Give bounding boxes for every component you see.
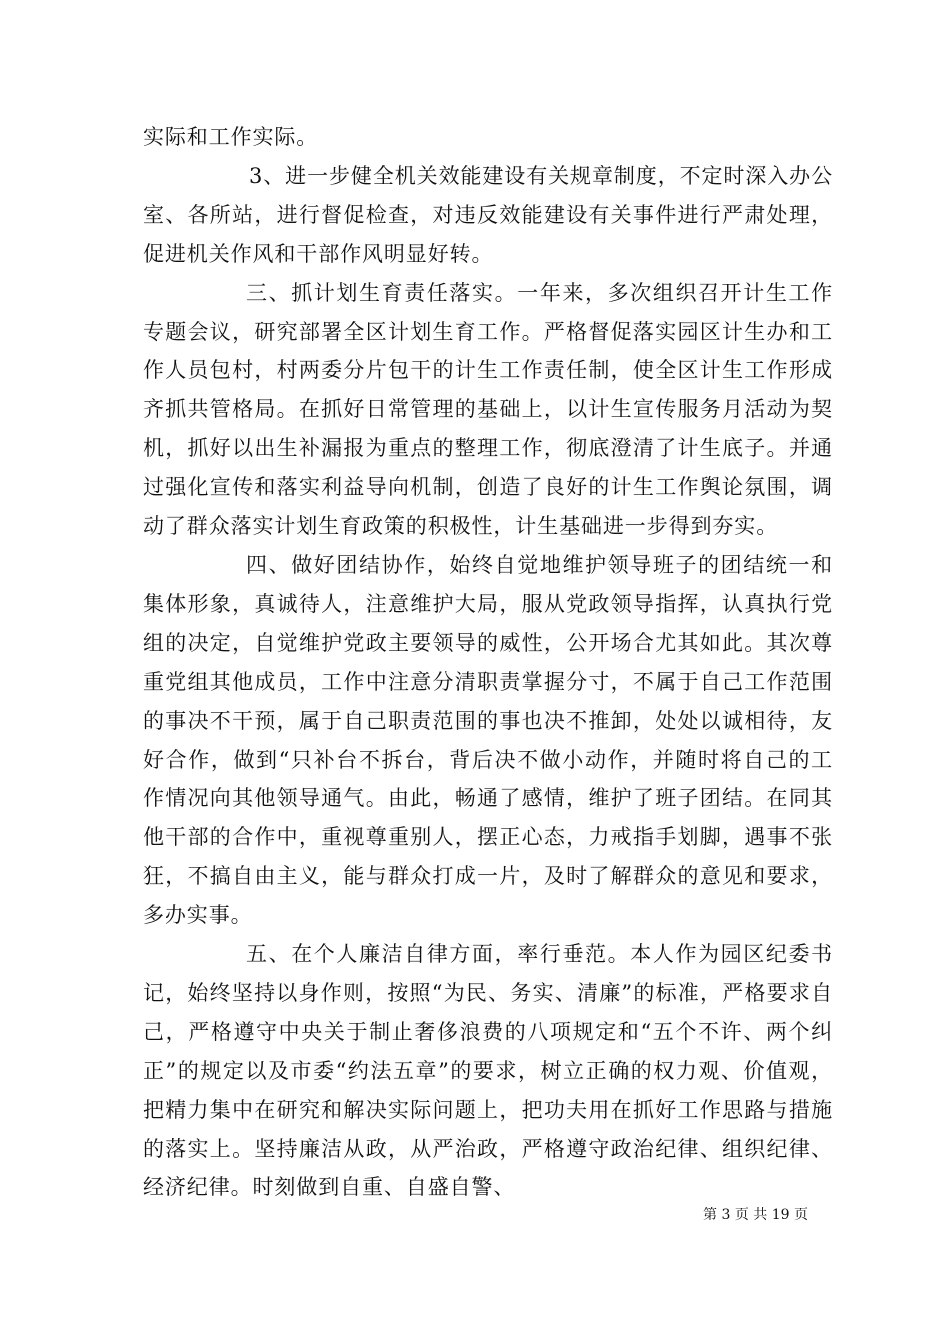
document-body	[143, 118, 833, 1207]
paragraph-item-3: 3、进一步健全机关效能建设有关规章制度，不定时深入办公室、各所站，进行督促检查，对违反效能建设有关事件进行严肃处理，促进机关作风和干部作风明显好转。	[143, 163, 833, 266]
paragraph-continuation: 实际和工作实际。	[143, 125, 319, 149]
paragraph-section-3: 三、抓计划生育责任落实。一年来，多次组织召开计生工作专题会议，研究部署全区计划生育工作。严格督促落实园区计生办和工作人员包村，村两委分片包干的计生工作责任制，使全区计生工作形成齐抓共管格局。在抓好日常管理的基础上，以计生宣传服务月活动为契机，抓好以出生补漏报为重点的整理工作，彻底澄清了计生底子。并通过强化宣传和落实利益导向机制，创造了良好的计生工作舆论氛围，调动了群众落实计划生育政策的积极性，计生基础进一步得到夯实。	[143, 280, 833, 539]
paragraph-section-4: 四、做好团结协作，始终自觉地维护领导班子的团结统一和集体形象，真诚待人，注意维护大局，服从党政领导指挥，认真执行党组的决定，自觉维护党政主要领导的威性，公开场合尤其如此。其次尊重党组其他成员，工作中注意分清职责掌握分寸，不属于自己工作范围的事决不干预，属于自己职责范围的事也决不推卸，处处以诚相待，友好合作，做到“只补台不拆台，背后决不做小动作，并随时将自己的工作情况向其他领导通气。由此，畅通了感情，维护了班子团结。在同其他干部的合作中，重视尊重别人，摆正心态，力戒指手划脚，遇事不张狂，不搞自由主义，能与群众打成一片，及时了解群众的意见和要求，多办实事。	[143, 552, 833, 928]
page-number-footer: 第 3 页 共 19 页	[703, 1207, 808, 1223]
paragraph-section-5: 五、在个人廉洁自律方面，率行垂范。本人作为园区纪委书记，始终坚持以身作则，按照“为民、务实、清廉”的标准，严格要求自己，严格遵守中央关于制止奢侈浪费的八项规定和“五个不许、两个纠正”的规定以及市委“约法五章”的要求，树立正确的权力观、价值观，把精力集中在研究和解决实际问题上，把功夫用在抓好工作思路与措施的落实上。坚持廉洁从政，从严治政，严格遵守政治纪律、组织纪律、经济纪律。时刻做到自重、自盛自警、	[143, 942, 833, 1200]
